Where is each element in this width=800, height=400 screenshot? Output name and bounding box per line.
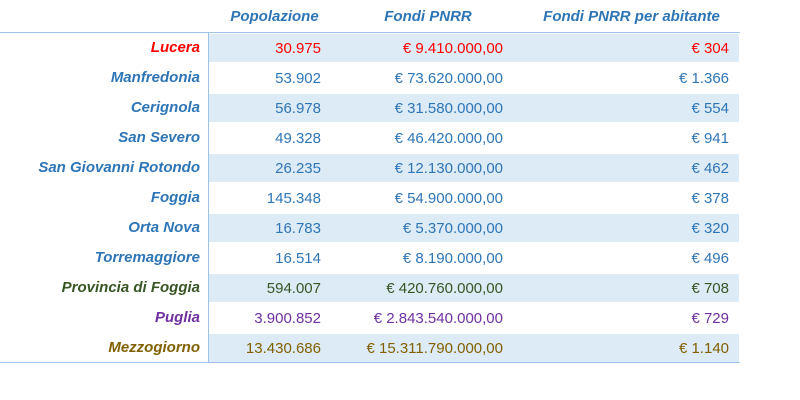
cell-fondi-per-abitante: € 304 — [691, 39, 729, 57]
cell-fondi-pnrr: € 15.311.790.000,00 — [366, 339, 503, 357]
cell-popolazione: 49.328 — [275, 129, 321, 147]
cell-fondi-per-abitante: € 378 — [691, 189, 729, 207]
table-row — [0, 333, 740, 363]
cell-fondi-per-abitante: € 941 — [691, 129, 729, 147]
header-fondi-pnrr: Fondi PNRR — [384, 7, 472, 25]
cell-popolazione: 26.235 — [275, 159, 321, 177]
row-label: Orta Nova — [128, 219, 200, 236]
row-cells — [209, 214, 739, 242]
row-cells — [209, 304, 739, 332]
row-label: San Giovanni Rotondo — [38, 159, 200, 176]
cell-fondi-pnrr: € 8.190.000,00 — [402, 249, 503, 267]
row-label: Torremaggiore — [94, 249, 200, 266]
row-label: Foggia — [150, 189, 200, 206]
cell-fondi-pnrr: € 5.370.000,00 — [402, 219, 503, 237]
cell-popolazione: 53.902 — [275, 69, 321, 87]
row-label: Cerignola — [130, 99, 200, 116]
table-row — [0, 303, 740, 333]
table-header — [0, 0, 740, 32]
cell-popolazione: 16.514 — [275, 249, 321, 267]
cell-fondi-per-abitante: € 554 — [691, 99, 729, 117]
table-row — [0, 153, 740, 183]
row-label: Lucera — [150, 39, 200, 56]
row-cells — [209, 34, 739, 62]
cell-fondi-pnrr: € 54.900.000,00 — [394, 189, 503, 207]
table-row — [0, 243, 740, 273]
row-cells — [209, 94, 739, 122]
table-row — [0, 213, 740, 243]
row-label: San Severo — [118, 129, 200, 146]
row-cells — [209, 334, 739, 362]
cell-popolazione: 3.900.852 — [254, 309, 321, 327]
table-row — [0, 183, 740, 213]
header-fondi-per-abitante: Fondi PNRR per abitante — [543, 7, 720, 25]
row-cells — [209, 184, 739, 212]
row-cells — [209, 64, 739, 92]
cell-fondi-per-abitante: € 462 — [691, 159, 729, 177]
row-label: Provincia di Foggia — [61, 279, 200, 296]
row-cells — [209, 124, 739, 152]
cell-fondi-pnrr: € 420.760.000,00 — [386, 279, 503, 297]
table-row — [0, 273, 740, 303]
header-popolazione: Popolazione — [230, 7, 319, 25]
table-row — [0, 63, 740, 93]
row-cells — [209, 154, 739, 182]
table-body — [0, 33, 740, 363]
row-cells — [209, 244, 739, 272]
bottom-divider — [0, 362, 740, 363]
row-cells — [209, 274, 739, 302]
row-label: Mezzogiorno — [108, 339, 200, 356]
cell-popolazione: 16.783 — [275, 219, 321, 237]
cell-fondi-pnrr: € 9.410.000,00 — [402, 39, 503, 57]
cell-fondi-per-abitante: € 708 — [691, 279, 729, 297]
cell-fondi-pnrr: € 46.420.000,00 — [394, 129, 503, 147]
cell-fondi-pnrr: € 2.843.540.000,00 — [373, 309, 503, 327]
cell-popolazione: 594.007 — [266, 279, 321, 297]
table-row — [0, 123, 740, 153]
table-row — [0, 33, 740, 63]
cell-fondi-pnrr: € 73.620.000,00 — [394, 69, 503, 87]
cell-popolazione: 56.978 — [275, 99, 321, 117]
cell-popolazione: 30.975 — [275, 39, 321, 57]
row-label: Puglia — [154, 309, 200, 326]
cell-fondi-pnrr: € 31.580.000,00 — [394, 99, 503, 117]
cell-popolazione: 13.430.686 — [245, 339, 321, 357]
cell-fondi-per-abitante: € 320 — [691, 219, 729, 237]
cell-fondi-per-abitante: € 729 — [691, 309, 729, 327]
cell-fondi-pnrr: € 12.130.000,00 — [394, 159, 503, 177]
row-label: Manfredonia — [110, 69, 200, 86]
cell-fondi-per-abitante: € 496 — [691, 249, 729, 267]
cell-fondi-per-abitante: € 1.140 — [678, 339, 729, 357]
pnrr-table — [0, 0, 740, 32]
cell-popolazione: 145.348 — [266, 189, 321, 207]
cell-fondi-per-abitante: € 1.366 — [678, 69, 729, 87]
table-row — [0, 93, 740, 123]
